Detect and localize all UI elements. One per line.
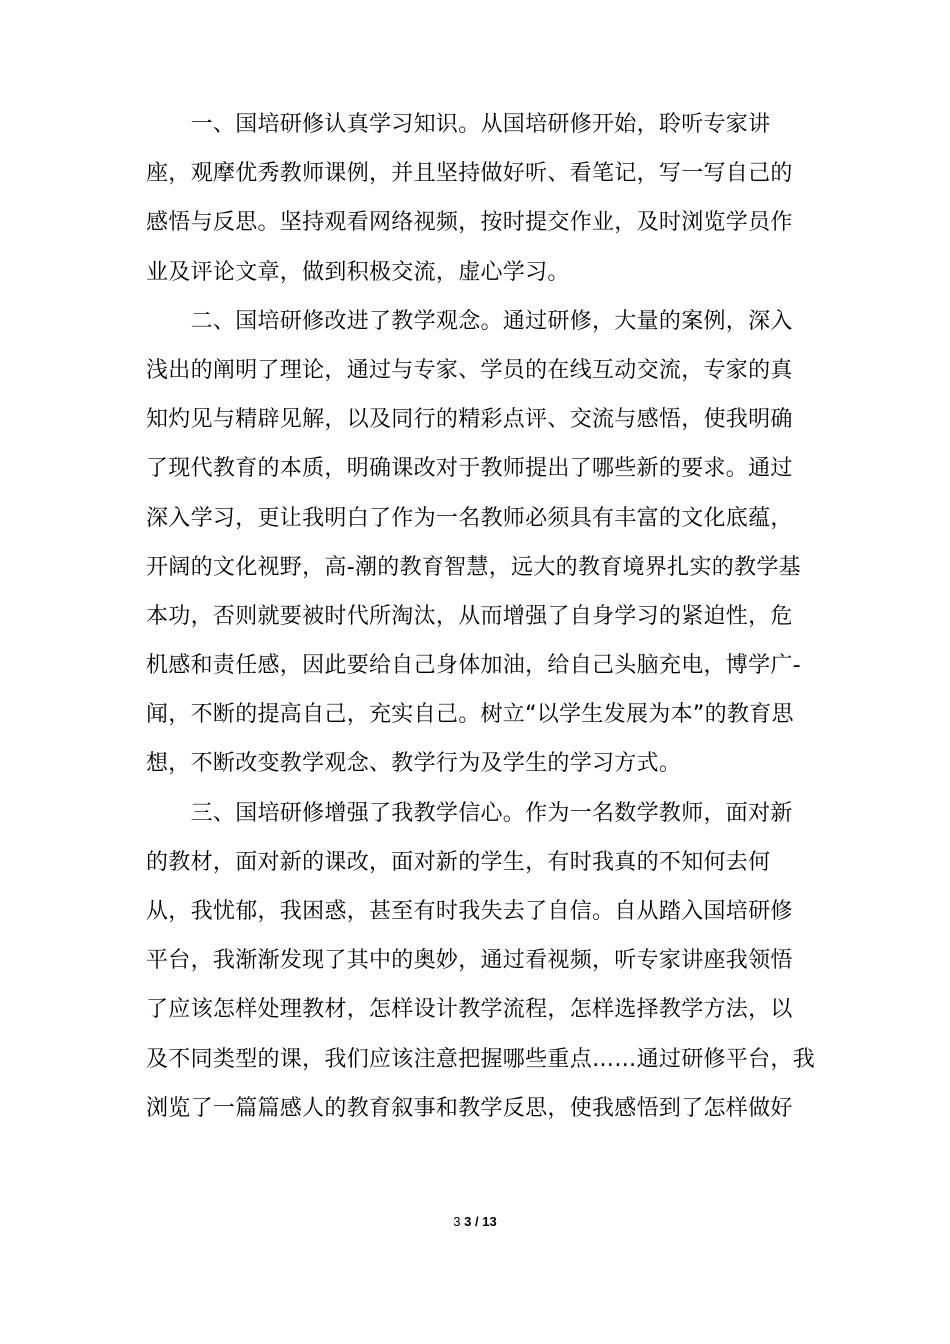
text-line: 浏览了一篇篇感人的教育叙事和教学反思，使我感悟到了怎样做好 (146, 1095, 793, 1121)
text-line: 业及评论文章，做到积极交流，虚心学习。 (146, 259, 570, 285)
text-line: 了现代教育的本质，明确课改对于教师提出了哪些新的要求。通过 (146, 456, 793, 482)
text-line: 及不同类型的课，我们应该注意把握哪些重点……通过研修平台，我 (146, 1046, 816, 1072)
text-line: 闻，不断的提高自己，充实自己。树立“以学生发展为本”的教育思 (146, 702, 794, 728)
text-line: 三、国培研修增强了我教学信心。作为一名数学教师，面对新 (146, 800, 793, 826)
text-line: 感悟与反思。坚持观看网络视频，按时提交作业，及时浏览学员作 (146, 210, 793, 236)
page-number-prefix: 3 (453, 1214, 461, 1229)
current-page-number: 3 (464, 1214, 472, 1229)
text-line: 一、国培研修认真学习知识。从国培研修开始，聆听专家讲 (146, 112, 771, 137)
page-footer (0, 1212, 950, 1232)
text-line: 从，我忧郁，我困惑，甚至有时我失去了自信。自从踏入国培研修 (146, 899, 793, 924)
text-line: 浅出的阐明了理论，通过与专家、学员的在线互动交流，专家的真 (146, 357, 793, 383)
text-line: 平台，我渐渐发现了其中的奥妙，通过看视频，听专家讲座我领悟 (146, 948, 793, 974)
text-line: 想，不断改变教学观念、教学行为及学生的学习方式。 (146, 751, 682, 777)
text-line: 座，观摩优秀教师课例，并且坚持做好听、看笔记，写一写自己的 (146, 161, 793, 187)
text-line: 本功，否则就要被时代所淘汰，从而增强了自身学习的紧迫性，危 (146, 603, 793, 629)
text-line: 深入学习，更让我明白了作为一名教师必须具有丰富的文化底蕴， (146, 505, 793, 531)
page-separator: / (475, 1214, 479, 1229)
text-line: 二、国培研修改进了教学观念。通过研修，大量的案例，深入 (146, 308, 793, 334)
text-line: 开阔的文化视野，高-潮的教育智慧，远大的教育境界扎实的教学基 (146, 554, 801, 580)
text-line: 知灼见与精辟见解，以及同行的精彩点评、交流与感悟，使我明确 (146, 407, 793, 433)
total-pages: 13 (482, 1214, 497, 1229)
text-line: 机感和责任感，因此要给自己身体加油，给自己头脑充电，博学广- (146, 653, 801, 679)
text-line: 了应该怎样处理教材，怎样设计教学流程，怎样选择教学方法，以 (146, 997, 793, 1023)
body-text (146, 100, 816, 1133)
text-line: 的教材，面对新的课改，面对新的学生，有时我真的不知何去何 (146, 849, 771, 875)
